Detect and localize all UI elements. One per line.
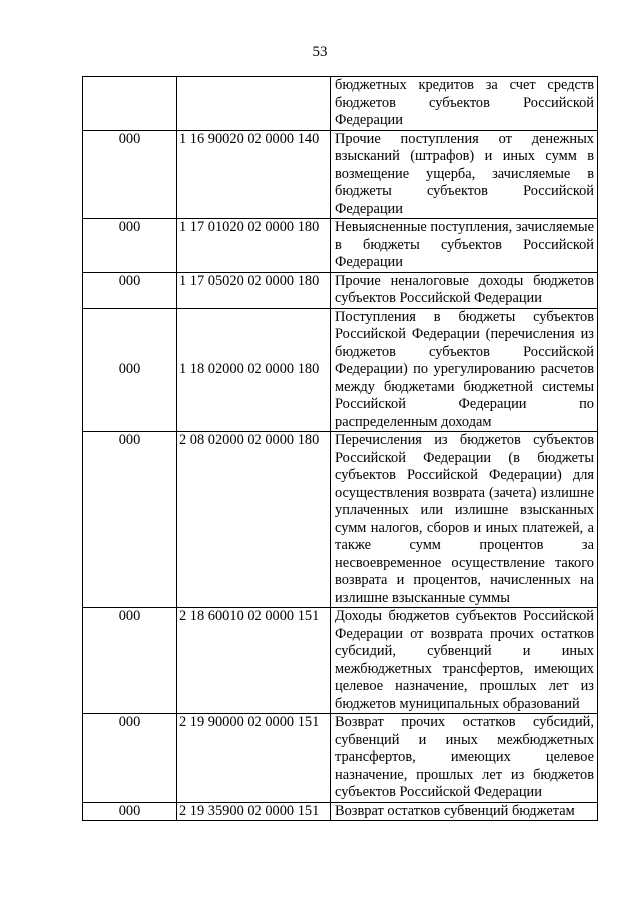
kbk-code-cell: 2 18 60010 02 0000 151	[177, 608, 331, 714]
description-cell: Прочие неналоговые доходы бюджетов субъектов Российской Федерации	[331, 272, 598, 308]
description-cell: Возврат прочих остатков субсидий, субвенций и иных межбюджетных трансфертов, имеющих целевое назначение, прошлых лет из бюджетов субъектов Российской Федерации	[331, 714, 598, 803]
kbk-code-cell: 2 19 35900 02 0000 151	[177, 802, 331, 821]
description-cell: Невыясненные поступления, зачисляемые в бюджеты субъектов Российской Федерации	[331, 219, 598, 273]
kbk-code-cell: 1 17 05020 02 0000 180	[177, 272, 331, 308]
table-row	[83, 714, 598, 803]
admin-code-cell: 000	[83, 802, 177, 821]
admin-code-cell: 000	[83, 272, 177, 308]
table-row	[83, 130, 598, 219]
kbk-code-cell	[177, 77, 331, 131]
kbk-code-cell: 2 08 02000 02 0000 180	[177, 432, 331, 608]
kbk-code-cell: 2 19 90000 02 0000 151	[177, 714, 331, 803]
description-cell: Перечисления из бюджетов субъектов Российской Федерации (в бюджеты субъектов Российской Федерации) для осуществления возврата (зачета) излишне уплаченных или излишне взысканных сумм налогов, сборов и иных платежей, а также сумм процентов за несвоевременное осуществление такого возврата и процентов, начисленных на излишне взысканные суммы	[331, 432, 598, 608]
admin-code-cell: 000	[83, 219, 177, 273]
admin-code-cell: 000	[83, 432, 177, 608]
table-row	[83, 77, 598, 131]
admin-code-cell	[83, 77, 177, 131]
admin-code-cell: 000	[83, 608, 177, 714]
table-row	[83, 272, 598, 308]
table-row	[83, 432, 598, 608]
table-row	[83, 219, 598, 273]
kbk-code-cell: 1 17 01020 02 0000 180	[177, 219, 331, 273]
table-row	[83, 608, 598, 714]
description-cell: Прочие поступления от денежных взысканий (штрафов) и иных сумм в возмещение ущерба, зачисляемые в бюджеты субъектов Российской Федерации	[331, 130, 598, 219]
page-number: 53	[312, 44, 328, 60]
table-row	[83, 802, 598, 821]
admin-code-cell: 000	[83, 308, 177, 432]
kbk-code-cell: 1 18 02000 02 0000 180	[177, 308, 331, 432]
table-row	[83, 308, 598, 432]
description-cell: Возврат остатков субвенций бюджетам	[331, 802, 598, 821]
admin-code-cell: 000	[83, 130, 177, 219]
description-cell: Поступления в бюджеты субъектов Российской Федерации (перечисления из бюджетов субъектов Российской Федерации) по урегулированию расчетов между бюджетами бюджетной системы Российской Федерации по распределенным доходам	[331, 308, 598, 432]
admin-code-cell: 000	[83, 714, 177, 803]
kbk-code-cell: 1 16 90020 02 0000 140	[177, 130, 331, 219]
description-cell: Доходы бюджетов субъектов Российской Федерации от возврата прочих остатков субсидий, субвенций и иных межбюджетных трансфертов, имеющих целевое назначение, прошлых лет из бюджетов муниципальных образований	[331, 608, 598, 714]
budget-classification-table	[82, 76, 598, 821]
description-cell: бюджетных кредитов за счет средств бюджетов субъектов Российской Федерации	[331, 77, 598, 131]
